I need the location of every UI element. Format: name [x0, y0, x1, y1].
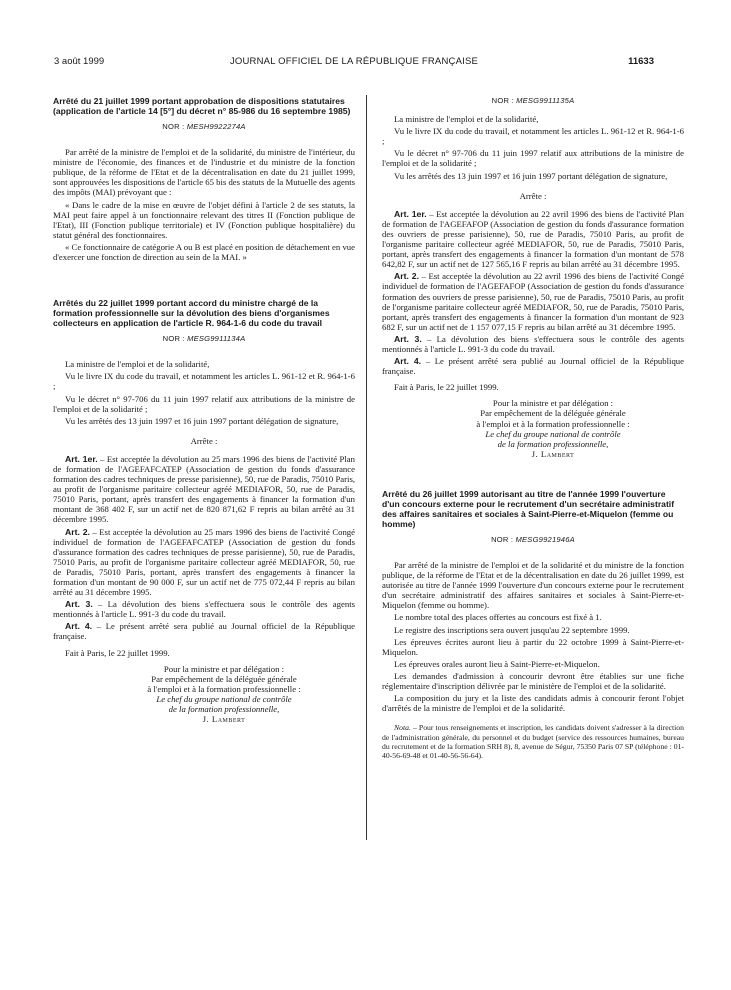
signatory-name: J. Lambert: [202, 714, 246, 725]
article-text: – Le présent arrêté sera publié au Journal officiel de la République française.: [382, 356, 684, 377]
nor-reference: [382, 535, 684, 545]
nota-label: Nota.: [394, 723, 411, 733]
right-column: [382, 96, 684, 762]
paragraph: Vu les arrêtés des 13 juin 1997 et 16 juin 1997 portant délégation de signature,: [65, 415, 339, 426]
paragraph: Les épreuves écrites auront lieu à partir du 22 octobre 1999 à Saint-Pierre-et-Miquelon.: [382, 636, 684, 657]
nor-reference: [53, 334, 355, 344]
page-header: [54, 56, 654, 70]
header-page-number: 11633: [628, 56, 654, 67]
nor-code: MESG9921946A: [515, 534, 575, 544]
nor-reference: [53, 122, 355, 132]
article-label: Art. 1er.: [394, 208, 427, 219]
article-label: Art. 2.: [65, 526, 90, 537]
paragraph: Vu le décret n° 97-706 du 11 juin 1997 relatif aux attributions de la ministre de l'emploi et de la solidarité ;: [53, 393, 355, 414]
paragraph: « Dans le cadre de la mise en œuvre de l'objet défini à l'article 2 de ses statuts, la MAI peut faire appel à un fonctionnaire relevant des titres II (Fonction publique de l'Etat), III (Fonction publique territoriale) et IV (Fonction publique hospitalière) du statut général des fonctionnaires.: [53, 199, 355, 240]
nor-code: MESG9911135A: [516, 96, 575, 105]
paragraph: Vu le décret n° 97-706 du 11 juin 1997 relatif aux attributions de la ministre de l'emploi et de la solidarité ;: [382, 148, 684, 169]
article-text: – Est acceptée la dévolution au 25 mars 1996 des biens de l'activité Congé individuel de formation de l'AGEFAFCATEP (Association de gestion du fonds d'assurance formation des cadres techniques de presse parisienne), 50, rue de Paradis, 75010 Paris, au profit de l'organisme paritaire collecteur agréé MEDIAFOR, 50, rue de Paradis, 75010 Paris, portant, après transfert des engagements à financer la formation d'un montant de 90 000 F, sur un actif net de 775 072,44 F repris au bilan arrêté au 31 décembre 1995.: [53, 526, 355, 598]
nota-text: – Pour tous renseignements et inscription, les candidats doivent s'adresser à la direction de l'administration générale, du personnel et du budget (service des ressources humaines, bureau du recrutement et de la formation SRH 8), 8, avenue de Ségur, 75350 Paris 07 SP (téléphone : 01-40-56-69-48 et 01-40-56-56-64).: [382, 723, 684, 760]
article-text: – Est acceptée la dévolution au 25 mars 1996 des biens de l'activité Plan de formation de l'AGEFAFCATEP (Association de gestion du fonds d'assurance formation des cadres techniques de presse parisienne), 50, rue de Paradis, 75010 Paris, au profit de l'organisme paritaire collecteur agréé MEDIAFOR, 50, rue de Paradis, 75010 Paris, portant, après transfert des engagements à financer la formation d'un montant de 368 402 F, sur un actif net de 820 871,62 F repris au bilan arrêté au 31 décembre 1995.: [53, 453, 355, 525]
nor-code: MESH9922274A: [186, 122, 246, 131]
nor-label: NOR :: [162, 122, 185, 131]
paragraph: Par arrêté de la ministre de l'emploi et de la solidarité et du ministre de la fonction publique, de la réforme de l'Etat et de la décentralisation en date du 26 juillet 1999, est autorisée au titre de l'année 1999 l'ouverture d'un concours externe pour le recrutement d'un secrétaire administratif des affaires sanitaires et sociales à Saint-Pierre-et-Miquelon (femme ou homme).: [382, 560, 684, 611]
article-text: – La dévolution des biens s'effectuera sous le contrôle des agents mentionnés à l'article L. 991-3 du code du travail.: [53, 599, 356, 620]
signature-line: Par empêchement de la déléguée générale: [480, 408, 626, 419]
article-title: Arrêté du 21 juillet 1999 portant approbation de dispositions statutaires (application de l'article 14 [5°] du décret n° 85-986 du 16 septembre 1985): [53, 96, 351, 116]
nor-label: NOR :: [491, 96, 514, 105]
column-divider: [366, 95, 367, 840]
arrete-heading: Arrête :: [519, 190, 547, 201]
signature-block: [93, 664, 355, 725]
paragraph: La composition du jury et la liste des candidats admis à concourir feront l'objet d'arrêtés de la ministre de l'emploi et de la solidarité.: [382, 693, 684, 714]
paragraph: Le nombre total des places offertes au concours est fixé à 1.: [394, 612, 602, 623]
article-paragraph: [53, 454, 355, 525]
nor-label: NOR :: [491, 534, 514, 544]
paragraph: La ministre de l'emploi et de la solidarité,: [394, 114, 539, 125]
article-paragraph: [382, 209, 684, 270]
paragraph: La ministre de l'emploi et de la solidarité,: [65, 359, 210, 370]
article-paragraph: [382, 271, 684, 332]
signatory-name: J. Lambert: [531, 448, 575, 459]
paragraph: Par arrêté de la ministre de l'emploi et de la solidarité, du ministre de l'intérieur, du ministre de l'économie, des finances et de l'industrie et du ministre de la fonction publique, de la réforme de l'Etat et de la décentralisation en date du 21 juillet 1999, sont approuvées les dispositions de l'article 65 bis des statuts de la Mutuelle des agents des impôts (MAI) prévoyant que :: [53, 147, 355, 198]
signature-line: Pour la ministre et par délégation :: [163, 663, 285, 674]
signature-line: Le chef du groupe national de contrôle: [156, 693, 292, 704]
article-title: Arrêté du 26 juillet 1999 autorisant au titre de l'année 1999 l'ouverture d'un concours externe pour le recrutement d'un secrétaire administratif des affaires sanitaires et sociales à Saint-Pierre-et-Miquelon (femme ou homme): [382, 488, 675, 529]
paragraph: Vu le livre IX du code du travail, et notamment les articles L. 961-12 et R. 964-1-6 ;: [53, 371, 355, 392]
nor-code: MESG9911134A: [187, 334, 246, 344]
header-date: 3 août 1999: [54, 56, 105, 67]
article-label: Art. 3.: [394, 333, 422, 344]
signature-line: Le chef du groupe national de contrôle: [485, 428, 621, 439]
left-column: [53, 96, 355, 724]
paragraph: Vu les arrêtés des 13 juin 1997 et 16 juin 1997 portant délégation de signature,: [394, 170, 668, 181]
nor-reference: [382, 96, 684, 106]
paragraph: Les demandes d'admission à concourir devront être établies sur une fiche réglementaire d'inscription délivrée par le ministère de l'emploi et de la solidarité.: [382, 670, 684, 692]
paragraph: « Ce fonctionnaire de catégorie A ou B est placé en position de détachement en vue d'exercer une fonction de direction au sein de la MAI. »: [53, 241, 355, 263]
nota-paragraph: [382, 723, 684, 760]
article-text: – La dévolution des biens s'effectuera sous le contrôle des agents mentionnés à l'article L. 991-3 du code du travail.: [382, 333, 685, 354]
header-journal-title: JOURNAL OFFICIEL DE LA RÉPUBLIQUE FRANÇAISE: [229, 56, 479, 67]
article-text: – Est acceptée la dévolution au 22 avril 1996 des biens de l'activité Plan de formation de l'AGEFAFOP (Association de gestion du fonds d'assurance formation des ouvriers de presse parisienne), 50, rue de Paradis, 75010 Paris, au profit de l'organisme paritaire collecteur agréé MEDIAFOR, 50, rue de Paradis, 75010 Paris, portant, après transfert des engagements à financer la formation d'un montant de 578 642,82 F, sur un actif net de 127 565,16 F repris au bilan arrêté au 31 décembre 1995.: [382, 208, 684, 270]
nor-label: NOR :: [162, 334, 185, 344]
article-label: Art. 4.: [65, 621, 93, 632]
paragraph: Vu le livre IX du code du travail, et notamment les articles L. 961-12 et R. 964-1-6 ;: [382, 126, 684, 147]
signature-line: à l'emploi et à la formation professionnelle :: [147, 683, 301, 694]
article-label: Art. 1er.: [65, 453, 98, 464]
signature-line: de la formation professionnelle,: [497, 438, 609, 449]
signature-line: Par empêchement de la déléguée générale: [151, 673, 297, 684]
signature-block: [422, 398, 684, 459]
signature-line: Pour la ministre et par délégation :: [492, 398, 614, 409]
arrete-heading: Arrête :: [190, 435, 218, 446]
article-label: Art. 3.: [65, 599, 93, 610]
article-paragraph: [53, 621, 355, 641]
article-label: Art. 4.: [394, 356, 422, 367]
signature-line: à l'emploi et à la formation professionnelle :: [476, 418, 630, 429]
article-text: – Le présent arrêté sera publié au Journal officiel de la République française.: [53, 621, 355, 642]
article-paragraph: [382, 334, 684, 354]
article-title: Arrêtés du 22 juillet 1999 portant accord du ministre chargé de la formation professionnelle sur la dévolution des biens d'organismes collecteurs en application de l'article R. 964-1-6 du code du travail: [53, 298, 330, 329]
article-text: – Est acceptée la dévolution au 22 avril 1996 des biens de l'activité Congé individuel de formation de l'AGEFAFOP (Association de gestion du fonds d'assurance formation des ouvriers de presse parisienne), 50, rue de Paradis, 75010 Paris, au profit de l'organisme paritaire collecteur agréé MEDIAFOR, 50, rue de Paradis, 75010 Paris, portant, après transfert des engagements à financer la formation d'un montant de 923 682 F, sur un actif net de 1 157 077,15 F repris au bilan arrêté au 31 décembre 1995.: [382, 271, 684, 332]
signature-date: Fait à Paris, le 22 juillet 1999.: [65, 647, 170, 658]
article-paragraph: [53, 599, 355, 619]
article-paragraph: [53, 527, 355, 598]
article-paragraph: [382, 356, 684, 376]
signature-line: de la formation professionnelle,: [168, 704, 280, 715]
paragraph: Le registre des inscriptions sera ouvert jusqu'au 22 septembre 1999.: [394, 624, 630, 635]
paragraph: Les épreuves orales auront lieu à Saint-Pierre-et-Miquelon.: [394, 658, 600, 669]
article-label: Art. 2.: [394, 271, 419, 282]
signature-date: Fait à Paris, le 22 juillet 1999.: [394, 382, 499, 393]
